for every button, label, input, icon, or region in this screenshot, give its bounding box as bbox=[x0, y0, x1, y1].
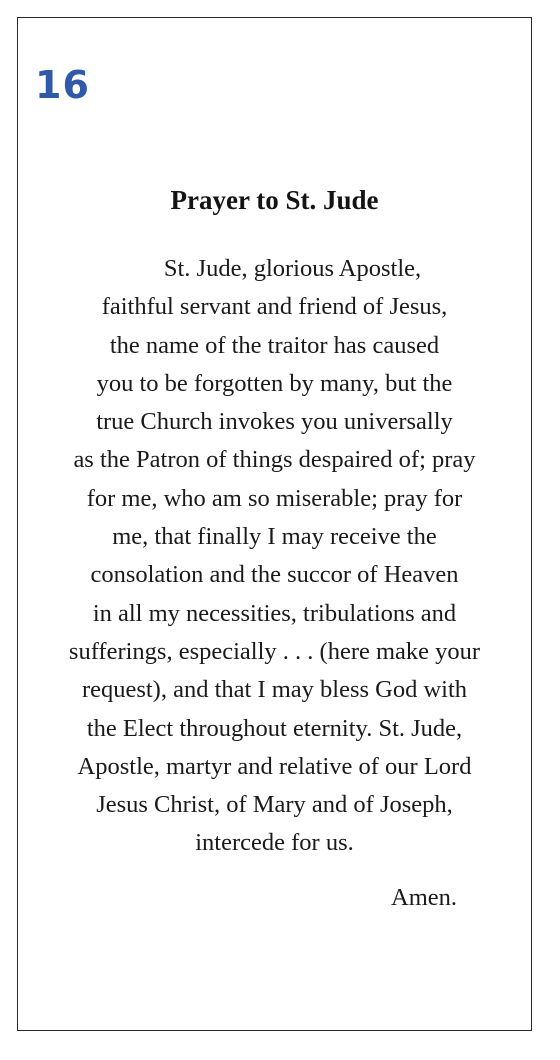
prayer-line: in all my necessities, tribulations and bbox=[92, 599, 457, 627]
prayer-closing: Amen. bbox=[391, 884, 457, 911]
prayer-line: St. Jude, glorious Apostle, bbox=[163, 255, 422, 282]
prayer-line: for me, who am so miserable; pray for bbox=[86, 484, 463, 512]
prayer-line: true Church invokes you universally bbox=[96, 408, 453, 436]
prayer-line: you to be forgotten by many, but the bbox=[96, 369, 453, 397]
prayer-line: faithful servant and friend of Jesus, bbox=[101, 293, 448, 321]
prayer-title: Prayer to St. Jude bbox=[170, 185, 379, 215]
prayer-line: Apostle, martyr and relative of our Lord bbox=[77, 752, 472, 780]
prayer-line: the Elect throughout eternity. St. Jude, bbox=[86, 714, 463, 742]
prayer-body bbox=[18, 250, 531, 863]
prayer-line: intercede for us. bbox=[195, 829, 354, 857]
prayer-line: sufferings, especially . . . (here make your bbox=[68, 637, 481, 665]
prayer-line: me, that finally I may receive the bbox=[112, 523, 437, 551]
prayer-line: request), and that I may bless God with bbox=[81, 676, 468, 704]
prayer-card bbox=[17, 17, 532, 1031]
prayer-line: the name of the traitor has caused bbox=[109, 331, 440, 359]
prayer-line: as the Patron of things despaired of; pray bbox=[73, 446, 476, 474]
prayer-line: Jesus Christ, of Mary and of Joseph, bbox=[96, 791, 453, 819]
prayer-line: consolation and the succor of Heaven bbox=[90, 561, 459, 589]
page-number: 16 bbox=[35, 63, 90, 107]
